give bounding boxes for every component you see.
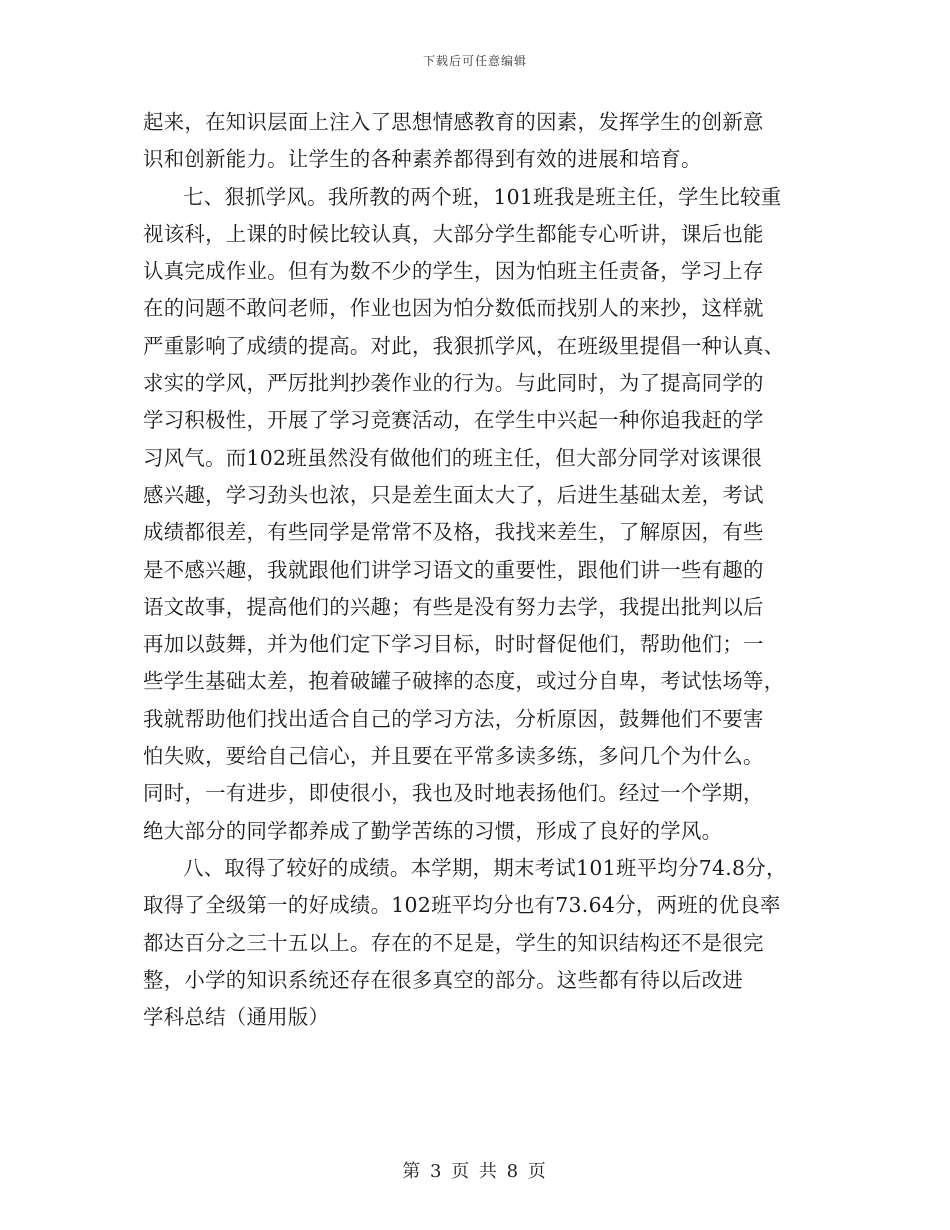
text-line: 求实的学风，严厉批判抄袭作业的行为。与此同时，为了提高同学的 bbox=[143, 371, 764, 396]
text-line: 学科总结（通用版） bbox=[143, 1005, 330, 1030]
text-line: 都达百分之三十五以上。存在的不足是，学生的知识结构还不是很完 bbox=[143, 930, 764, 955]
document-body bbox=[143, 104, 823, 1036]
text-line: 严重影响了成绩的提高。对此，我狠抓学风，在班级里提倡一种认真、 bbox=[143, 333, 785, 358]
text-line: 在的问题不敢问老师，作业也因为怕分数低而找别人的来抄，这样就 bbox=[143, 296, 764, 321]
text-line: 同时，一有进步，即使很小，我也及时地表扬他们。经过一个学期， bbox=[143, 781, 764, 806]
text-line: 八、取得了较好的成绩。本学期，期末考试101班平均分74.8分， bbox=[183, 855, 787, 880]
page-header: 下载后可任意编辑 bbox=[422, 54, 527, 68]
page-footer: 第 3 页 共 8 页 bbox=[402, 1161, 548, 1182]
text-line: 学习积极性，开展了学习竞赛活动，在学生中兴起一种你追我赶的学 bbox=[143, 408, 764, 433]
text-line: 七、狠抓学风。我所教的两个班，101班我是班主任，学生比较重 bbox=[183, 184, 782, 209]
text-line: 取得了全级第一的好成绩。102班平均分也有73.64分，两班的优良率 bbox=[143, 893, 781, 918]
text-line: 语文故事，提高他们的兴趣；有些是没有努力去学，我提出批判以后 bbox=[143, 594, 764, 619]
text-line: 成绩都很差，有些同学是常常不及格，我找来差生，了解原因，有些 bbox=[143, 520, 764, 545]
text-line: 识和创新能力。让学生的各种素养都得到有效的进展和培育。 bbox=[143, 147, 702, 172]
text-line: 起来，在知识层面上注入了思想情感教育的因素，发挥学生的创新意 bbox=[143, 110, 764, 134]
text-line: 怕失败，要给自己信心，并且要在平常多读多练，多问几个为什么。 bbox=[143, 744, 764, 769]
text-line: 认真完成作业。但有为数不少的学生，因为怕班主任责备，学习上存 bbox=[143, 259, 764, 284]
text-line: 整，小学的知识系统还存在很多真空的部分。这些都有待以后改进 bbox=[143, 967, 744, 992]
text-line: 视该科，上课的时候比较认真，大部分学生都能专心听讲，课后也能 bbox=[143, 221, 764, 246]
text-line: 感兴趣，学习劲头也浓，只是差生面太大了，后进生基础太差，考试 bbox=[143, 482, 764, 507]
text-line: 我就帮助他们找出适合自己的学习方法，分析原因，鼓舞他们不要害 bbox=[143, 706, 764, 731]
text-line: 再加以鼓舞，并为他们定下学习目标，时时督促他们，帮助他们；一 bbox=[143, 632, 764, 657]
text-line: 是不感兴趣，我就跟他们讲学习语文的重要性，跟他们讲一些有趣的 bbox=[143, 557, 764, 582]
text-line: 绝大部分的同学都养成了勤学苦练的习惯，形成了良好的学风。 bbox=[143, 818, 723, 843]
text-line: 些学生基础太差，抱着破罐子破摔的态度，或过分自卑，考试怯场等， bbox=[143, 669, 785, 694]
text-line: 习风气。而102班虽然没有做他们的班主任，但大部分同学对该课很 bbox=[143, 445, 763, 470]
